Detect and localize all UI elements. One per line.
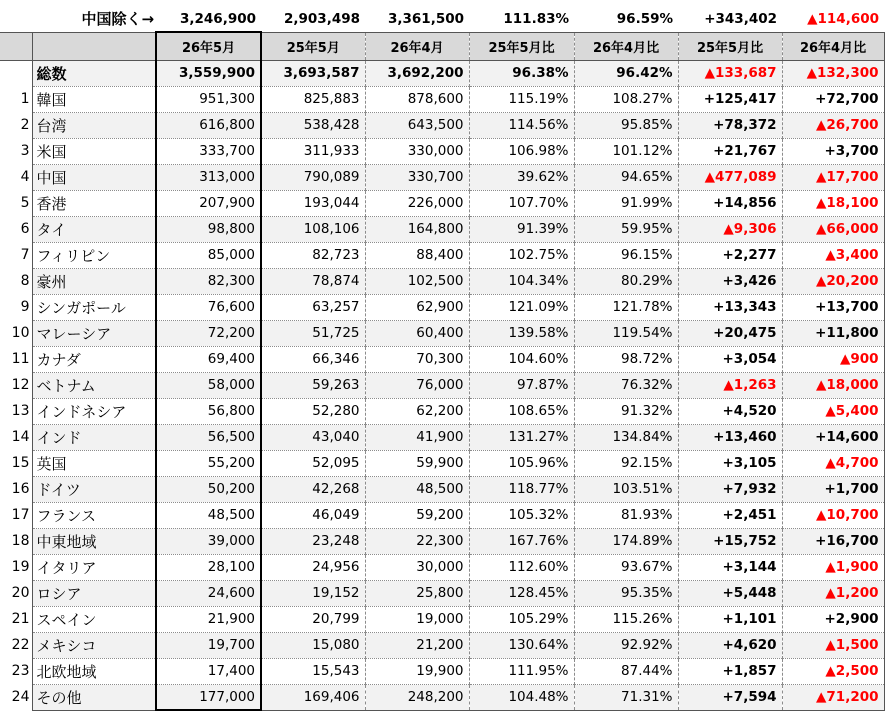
summary-row xyxy=(0,6,884,32)
cell-value: ▲1,200 xyxy=(782,580,884,606)
row-name: 中東地域 xyxy=(32,528,156,554)
cell-value: 82,723 xyxy=(261,242,365,268)
cell-value: 98.72% xyxy=(574,346,678,372)
table-row xyxy=(0,476,884,502)
cell-value: 17,400 xyxy=(156,658,261,684)
row-index: 6 xyxy=(20,221,30,237)
row-index: 7 xyxy=(20,247,30,263)
row-name: インドネシア xyxy=(32,398,156,424)
cell-value: 76,000 xyxy=(365,372,469,398)
table-row xyxy=(0,112,884,138)
table-row xyxy=(0,86,884,112)
cell-value: 23,248 xyxy=(261,528,365,554)
cell-value: 226,000 xyxy=(365,190,469,216)
cell-value: 121.09% xyxy=(469,294,574,320)
cell-value: 70,300 xyxy=(365,346,469,372)
cell-value: 59.95% xyxy=(574,216,678,242)
cell-value: 48,500 xyxy=(365,476,469,502)
row-name: イタリア xyxy=(32,554,156,580)
cell-value: 51,725 xyxy=(261,320,365,346)
row-name: カナダ xyxy=(32,346,156,372)
row-name: 米国 xyxy=(32,138,156,164)
cell-value: 130.64% xyxy=(469,632,574,658)
row-index: 5 xyxy=(20,195,30,211)
cell-value: 104.34% xyxy=(469,268,574,294)
row-name: ロシア xyxy=(32,580,156,606)
cell-value: +2,277 xyxy=(678,242,782,268)
cell-value: 21,900 xyxy=(156,606,261,632)
row-name: その他 xyxy=(32,684,156,710)
column-header: 26年5月 xyxy=(156,32,261,60)
summary-value: 2,903,498 xyxy=(284,10,361,27)
cell-value: 538,428 xyxy=(261,112,365,138)
cell-value: 95.35% xyxy=(574,580,678,606)
cell-value: 102.75% xyxy=(469,242,574,268)
row-name: 韓国 xyxy=(32,86,156,112)
cell-value: 103.51% xyxy=(574,476,678,502)
cell-value: 119.54% xyxy=(574,320,678,346)
cell-value: 128.45% xyxy=(469,580,574,606)
cell-value: ▲3,400 xyxy=(782,242,884,268)
cell-value: 20,799 xyxy=(261,606,365,632)
cell-value: 174.89% xyxy=(574,528,678,554)
cell-value: 92.92% xyxy=(574,632,678,658)
cell-value: 76,600 xyxy=(156,294,261,320)
row-index: 1 xyxy=(20,91,30,107)
column-header: 26年4月比 xyxy=(782,32,884,60)
cell-value: 39,000 xyxy=(156,528,261,554)
row-index: 21 xyxy=(11,611,30,627)
cell-value: 311,933 xyxy=(261,138,365,164)
row-name: メキシコ xyxy=(32,632,156,658)
table-row xyxy=(0,580,884,606)
row-index: 4 xyxy=(20,169,30,185)
cell-value: 60,400 xyxy=(365,320,469,346)
cell-value: 15,080 xyxy=(261,632,365,658)
row-index: 16 xyxy=(11,481,30,497)
cell-value: 313,000 xyxy=(156,164,261,190)
cell-value: ▲133,687 xyxy=(678,60,782,86)
row-name: 中国 xyxy=(32,164,156,190)
cell-value: +78,372 xyxy=(678,112,782,138)
cell-value: +14,856 xyxy=(678,190,782,216)
row-index: 23 xyxy=(11,663,30,679)
cell-value: ▲477,089 xyxy=(678,164,782,190)
cell-value: ▲26,700 xyxy=(782,112,884,138)
cell-value: 878,600 xyxy=(365,86,469,112)
cell-value: +1,857 xyxy=(678,658,782,684)
cell-value: 63,257 xyxy=(261,294,365,320)
row-index: 17 xyxy=(11,507,30,523)
cell-value: 95.85% xyxy=(574,112,678,138)
row-index: 19 xyxy=(11,559,30,575)
cell-value: 616,800 xyxy=(156,112,261,138)
cell-value: 177,000 xyxy=(156,684,261,710)
row-name: タイ xyxy=(32,216,156,242)
cell-value: 56,500 xyxy=(156,424,261,450)
cell-value: 91.39% xyxy=(469,216,574,242)
cell-value: 21,200 xyxy=(365,632,469,658)
row-name: ドイツ xyxy=(32,476,156,502)
cell-value: 131.27% xyxy=(469,424,574,450)
cell-value: 105.29% xyxy=(469,606,574,632)
row-index: 2 xyxy=(20,117,30,133)
cell-value: 108,106 xyxy=(261,216,365,242)
cell-value: 102,500 xyxy=(365,268,469,294)
table-row xyxy=(0,294,884,320)
cell-value: +4,620 xyxy=(678,632,782,658)
cell-value: 825,883 xyxy=(261,86,365,112)
cell-value: 96.42% xyxy=(574,60,678,86)
cell-value: 134.84% xyxy=(574,424,678,450)
cell-value: 24,956 xyxy=(261,554,365,580)
cell-value: +125,417 xyxy=(678,86,782,112)
cell-value: 112.60% xyxy=(469,554,574,580)
cell-value: ▲1,500 xyxy=(782,632,884,658)
row-name: 総数 xyxy=(32,60,156,86)
table-row xyxy=(0,554,884,580)
table-row xyxy=(0,528,884,554)
cell-value: 790,089 xyxy=(261,164,365,190)
cell-value: 115.26% xyxy=(574,606,678,632)
cell-value: 98,800 xyxy=(156,216,261,242)
table-row xyxy=(0,684,884,710)
cell-value: +2,451 xyxy=(678,502,782,528)
cell-value: 19,900 xyxy=(365,658,469,684)
cell-value: 97.87% xyxy=(469,372,574,398)
table-row xyxy=(0,346,884,372)
table-row xyxy=(0,190,884,216)
cell-value: 42,268 xyxy=(261,476,365,502)
cell-value: ▲18,100 xyxy=(782,190,884,216)
cell-value: +3,105 xyxy=(678,450,782,476)
cell-value: 248,200 xyxy=(365,684,469,710)
cell-value: ▲1,900 xyxy=(782,554,884,580)
cell-value: +21,767 xyxy=(678,138,782,164)
cell-value: 164,800 xyxy=(365,216,469,242)
cell-value: 59,900 xyxy=(365,450,469,476)
cell-value: 19,000 xyxy=(365,606,469,632)
cell-value: 91.99% xyxy=(574,190,678,216)
row-index xyxy=(0,60,32,86)
cell-value: 15,543 xyxy=(261,658,365,684)
summary-value: ▲114,600 xyxy=(807,10,880,27)
cell-value: ▲10,700 xyxy=(782,502,884,528)
cell-value: 105.96% xyxy=(469,450,574,476)
cell-value: ▲20,200 xyxy=(782,268,884,294)
cell-value: +7,594 xyxy=(678,684,782,710)
cell-value: 56,800 xyxy=(156,398,261,424)
column-header: 26年4月 xyxy=(365,32,469,60)
cell-value: 52,280 xyxy=(261,398,365,424)
cell-value: +1,700 xyxy=(782,476,884,502)
row-index: 24 xyxy=(11,689,30,705)
table-row xyxy=(0,502,884,528)
cell-value: 82,300 xyxy=(156,268,261,294)
cell-value: ▲66,000 xyxy=(782,216,884,242)
cell-value: 94.65% xyxy=(574,164,678,190)
cell-value: +5,448 xyxy=(678,580,782,606)
cell-value: 101.12% xyxy=(574,138,678,164)
cell-value: 92.15% xyxy=(574,450,678,476)
row-name: 北欧地域 xyxy=(32,658,156,684)
cell-value: 39.62% xyxy=(469,164,574,190)
cell-value: 78,874 xyxy=(261,268,365,294)
cell-value: +15,752 xyxy=(678,528,782,554)
cell-value: 96.15% xyxy=(574,242,678,268)
cell-value: 85,000 xyxy=(156,242,261,268)
row-index: 10 xyxy=(11,325,30,341)
row-index: 12 xyxy=(11,377,30,393)
statistics-table xyxy=(0,6,885,711)
cell-value: 330,000 xyxy=(365,138,469,164)
cell-value: 41,900 xyxy=(365,424,469,450)
cell-value: +20,475 xyxy=(678,320,782,346)
total-row xyxy=(0,60,884,86)
cell-value: 104.60% xyxy=(469,346,574,372)
cell-value: 108.65% xyxy=(469,398,574,424)
header-blank xyxy=(32,32,156,60)
summary-value: 3,361,500 xyxy=(388,10,465,27)
cell-value: 30,000 xyxy=(365,554,469,580)
summary-value: +343,402 xyxy=(704,10,778,27)
cell-value: 139.58% xyxy=(469,320,574,346)
row-index: 9 xyxy=(20,299,30,315)
cell-value: 46,049 xyxy=(261,502,365,528)
cell-value: ▲1,263 xyxy=(678,372,782,398)
cell-value: +13,460 xyxy=(678,424,782,450)
cell-value: +3,700 xyxy=(782,138,884,164)
summary-label: 中国除く→ xyxy=(81,10,155,29)
cell-value: 52,095 xyxy=(261,450,365,476)
row-name: 台湾 xyxy=(32,112,156,138)
column-header: 26年4月比 xyxy=(574,32,678,60)
table-row xyxy=(0,138,884,164)
cell-value: +3,426 xyxy=(678,268,782,294)
cell-value: 22,300 xyxy=(365,528,469,554)
cell-value: 3,559,900 xyxy=(156,60,261,86)
cell-value: ▲5,400 xyxy=(782,398,884,424)
row-index: 20 xyxy=(11,585,30,601)
cell-value: +4,520 xyxy=(678,398,782,424)
cell-value: 19,700 xyxy=(156,632,261,658)
cell-value: 115.19% xyxy=(469,86,574,112)
cell-value: 333,700 xyxy=(156,138,261,164)
cell-value: 28,100 xyxy=(156,554,261,580)
table-row xyxy=(0,242,884,268)
cell-value: ▲900 xyxy=(782,346,884,372)
cell-value: 167.76% xyxy=(469,528,574,554)
table-row xyxy=(0,606,884,632)
row-name: インド xyxy=(32,424,156,450)
row-name: 香港 xyxy=(32,190,156,216)
cell-value: 207,900 xyxy=(156,190,261,216)
cell-value: +2,900 xyxy=(782,606,884,632)
row-index: 11 xyxy=(11,351,30,367)
cell-value: 66,346 xyxy=(261,346,365,372)
cell-value: 951,300 xyxy=(156,86,261,112)
cell-value: +7,932 xyxy=(678,476,782,502)
row-index: 15 xyxy=(11,455,30,471)
row-name: マレーシア xyxy=(32,320,156,346)
table-row xyxy=(0,398,884,424)
cell-value: +72,700 xyxy=(782,86,884,112)
row-name: フランス xyxy=(32,502,156,528)
row-index: 22 xyxy=(11,637,30,653)
cell-value: 193,044 xyxy=(261,190,365,216)
row-name: ベトナム xyxy=(32,372,156,398)
cell-value: 88,400 xyxy=(365,242,469,268)
cell-value: 25,800 xyxy=(365,580,469,606)
cell-value: 81.93% xyxy=(574,502,678,528)
cell-value: 111.95% xyxy=(469,658,574,684)
cell-value: ▲132,300 xyxy=(782,60,884,86)
table-row xyxy=(0,450,884,476)
cell-value: +14,600 xyxy=(782,424,884,450)
table-row xyxy=(0,268,884,294)
cell-value: 43,040 xyxy=(261,424,365,450)
cell-value: 3,692,200 xyxy=(365,60,469,86)
cell-value: +3,054 xyxy=(678,346,782,372)
cell-value: ▲18,000 xyxy=(782,372,884,398)
cell-value: 62,900 xyxy=(365,294,469,320)
table-row xyxy=(0,632,884,658)
cell-value: ▲71,200 xyxy=(782,684,884,710)
cell-value: ▲2,500 xyxy=(782,658,884,684)
cell-value: 62,200 xyxy=(365,398,469,424)
cell-value: 87.44% xyxy=(574,658,678,684)
row-name: シンガポール xyxy=(32,294,156,320)
cell-value: 169,406 xyxy=(261,684,365,710)
cell-value: 71.31% xyxy=(574,684,678,710)
row-name: フィリピン xyxy=(32,242,156,268)
cell-value: +13,700 xyxy=(782,294,884,320)
column-header: 25年5月比 xyxy=(678,32,782,60)
cell-value: 80.29% xyxy=(574,268,678,294)
cell-value: 118.77% xyxy=(469,476,574,502)
cell-value: 19,152 xyxy=(261,580,365,606)
cell-value: 108.27% xyxy=(574,86,678,112)
cell-value: 59,200 xyxy=(365,502,469,528)
cell-value: 50,200 xyxy=(156,476,261,502)
cell-value: 59,263 xyxy=(261,372,365,398)
cell-value: 58,000 xyxy=(156,372,261,398)
table-body xyxy=(0,6,884,710)
cell-value: 76.32% xyxy=(574,372,678,398)
row-index: 3 xyxy=(20,143,30,159)
summary-value: 96.59% xyxy=(616,10,674,27)
cell-value: 121.78% xyxy=(574,294,678,320)
cell-value: ▲4,700 xyxy=(782,450,884,476)
cell-value: 104.48% xyxy=(469,684,574,710)
row-index: 8 xyxy=(20,273,30,289)
row-name: 豪州 xyxy=(32,268,156,294)
header-index-spacer xyxy=(0,32,32,60)
table-row xyxy=(0,320,884,346)
cell-value: 3,693,587 xyxy=(261,60,365,86)
cell-value: 330,700 xyxy=(365,164,469,190)
cell-value: +16,700 xyxy=(782,528,884,554)
cell-value: +1,101 xyxy=(678,606,782,632)
cell-value: 55,200 xyxy=(156,450,261,476)
table-row xyxy=(0,424,884,450)
table-row xyxy=(0,164,884,190)
row-index: 13 xyxy=(11,403,30,419)
column-header: 25年5月比 xyxy=(469,32,574,60)
table-row xyxy=(0,372,884,398)
cell-value: ▲9,306 xyxy=(678,216,782,242)
cell-value: 96.38% xyxy=(469,60,574,86)
cell-value: 105.32% xyxy=(469,502,574,528)
cell-value: 106.98% xyxy=(469,138,574,164)
cell-value: 643,500 xyxy=(365,112,469,138)
summary-value: 111.83% xyxy=(503,10,570,27)
header-row xyxy=(0,32,884,60)
cell-value: +3,144 xyxy=(678,554,782,580)
row-name: 英国 xyxy=(32,450,156,476)
cell-value: +13,343 xyxy=(678,294,782,320)
cell-value: 93.67% xyxy=(574,554,678,580)
cell-value: 107.70% xyxy=(469,190,574,216)
cell-value: 48,500 xyxy=(156,502,261,528)
row-index: 14 xyxy=(11,429,30,445)
cell-value: 72,200 xyxy=(156,320,261,346)
table-row xyxy=(0,216,884,242)
cell-value: 114.56% xyxy=(469,112,574,138)
column-header: 25年5月 xyxy=(261,32,365,60)
table-row xyxy=(0,658,884,684)
row-name: スペイン xyxy=(32,606,156,632)
cell-value: +11,800 xyxy=(782,320,884,346)
row-index: 18 xyxy=(11,533,30,549)
summary-value: 3,246,900 xyxy=(180,10,257,27)
cell-value: 24,600 xyxy=(156,580,261,606)
cell-value: 69,400 xyxy=(156,346,261,372)
cell-value: ▲17,700 xyxy=(782,164,884,190)
cell-value: 91.32% xyxy=(574,398,678,424)
